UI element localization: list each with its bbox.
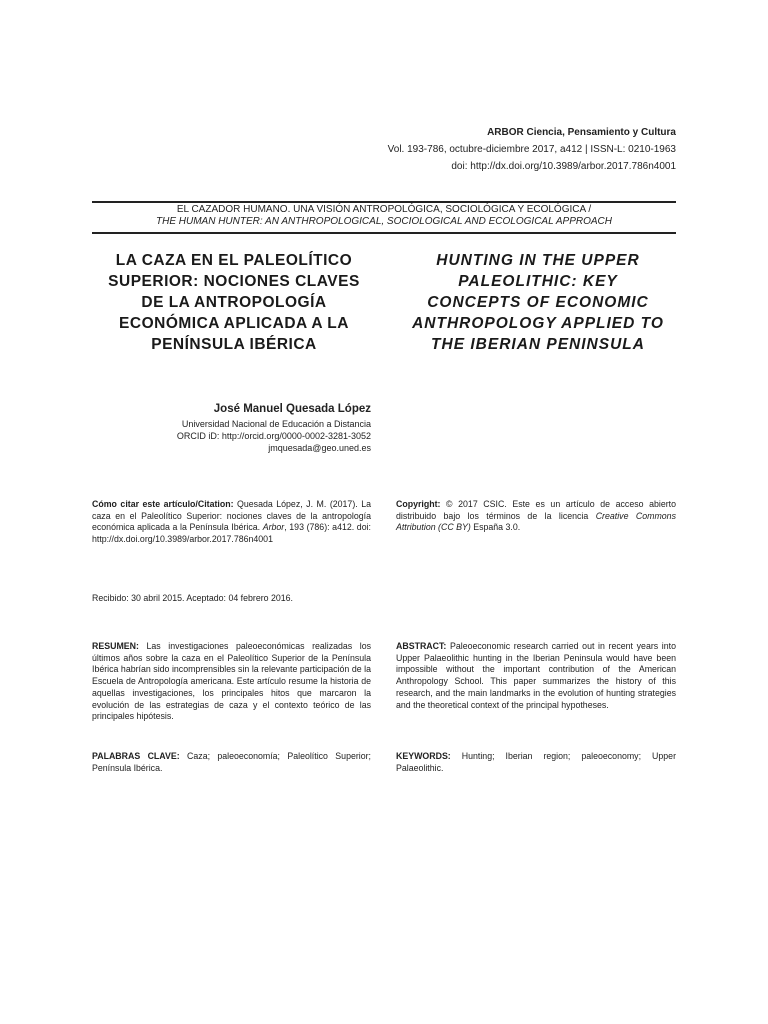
- abstract-label: ABSTRACT:: [396, 641, 447, 651]
- title-es-line: DE LA ANTROPOLOGÍA: [141, 294, 327, 311]
- author-name: José Manuel Quesada López: [213, 403, 371, 415]
- copyright-license: Creative Commons Attribution (CC BY): [396, 510, 676, 533]
- article-title-en: [396, 250, 680, 355]
- palabras-clave-block: [92, 751, 371, 774]
- section-rule-top: [92, 201, 676, 203]
- title-en-line: HUNTING IN THE UPPER: [436, 252, 640, 269]
- citation-journal: Arbor: [262, 522, 285, 533]
- author-email[interactable]: jmquesada@geo.uned.es: [268, 443, 371, 453]
- article-title-es: [92, 250, 376, 355]
- copyright-text-post: España 3.0.: [470, 522, 521, 533]
- palabras-clave-text: Caza; paleoeconomía; Paleolítico Superior; Península Ibérica.: [92, 751, 372, 773]
- title-en-line: PALEOLITHIC: KEY: [458, 273, 618, 290]
- resumen-label: RESUMEN:: [92, 641, 139, 651]
- resumen-block: [92, 641, 371, 723]
- section-rule-bottom: [92, 232, 676, 234]
- keywords-block: [396, 751, 676, 774]
- author-affiliation: Universidad Nacional de Educación a Distancia: [181, 419, 371, 429]
- section-heading-es: EL CAZADOR HUMANO. UNA VISIÓN ANTROPOLÓGICA, SOCIOLÓGICA Y ECOLÓGICA /: [176, 204, 592, 215]
- section-heading: [92, 204, 676, 228]
- title-es-line: LA CAZA EN EL PALEOLÍTICO: [115, 252, 353, 269]
- citation-label: Cómo citar este artículo/Citation:: [92, 499, 234, 509]
- section-heading-en: THE HUMAN HUNTER: AN ANTHROPOLOGICAL, SOCIOLOGICAL AND ECOLOGICAL APPROACH: [155, 216, 612, 227]
- author-orcid[interactable]: ORCID iD: http://orcid.org/0000-0002-3281-3052: [176, 431, 371, 441]
- journal-name: ARBOR Ciencia, Pensamiento y Cultura: [487, 127, 676, 138]
- title-es-line: SUPERIOR: NOCIONES CLAVES: [108, 273, 360, 290]
- title-es-line: ECONÓMICA APLICADA A LA: [119, 315, 349, 332]
- title-en-line: ANTHROPOLOGY APPLIED TO: [412, 315, 664, 332]
- palabras-clave-label: PALABRAS CLAVE:: [92, 751, 180, 761]
- title-en-line: THE IBERIAN PENINSULA: [431, 336, 645, 353]
- citation-block: [92, 499, 371, 546]
- author-block: [92, 401, 371, 454]
- title-es-line: PENÍNSULA IBÉRICA: [151, 336, 317, 353]
- copyright-text-pre: © 2017 CSIC. Este es un artículo de acceso abierto distribuido bajo los términos de la licencia: [396, 499, 676, 521]
- copyright-label: Copyright:: [396, 499, 441, 509]
- abstract-block: [396, 641, 676, 711]
- citation-text-post: , 193 (786): a412. doi: http://dx.doi.org/10.3989/arbor.2017.786n4001: [92, 522, 371, 545]
- keywords-label: KEYWORDS:: [396, 751, 451, 761]
- journal-doi-line: doi: http://dx.doi.org/10.3989/arbor.2017.786n4001: [451, 161, 676, 172]
- journal-volume-line: Vol. 193-786, octubre-diciembre 2017, a412 | ISSN-L: 0210-1963: [387, 144, 676, 155]
- abstract-text: Paleoeconomic research carried out in recent years into Upper Palaeolithic hunting in the Iberian Peninsula would have been impossible without the important contribution of the American Anthropology School. This paper summarizes the history of this research, and the main landmarks in the evolution of hunting strategies and the theoretical context of the principal hypotheses.: [396, 641, 676, 710]
- title-en-line: CONCEPTS OF ECONOMIC: [427, 294, 649, 311]
- keywords-text: Hunting; Iberian region; paleoeconomy; Upper Palaeolithic.: [396, 751, 676, 773]
- received-dates: Recibido: 30 abril 2015. Aceptado: 04 febrero 2016.: [92, 593, 294, 603]
- copyright-block: [396, 499, 676, 534]
- resumen-text: Las investigaciones paleoeconómicas realizadas los últimos años sobre la caza en el Paleolítico Superior de la Península Ibérica habrían sido incomprensibles sin la relevante participación de la Escuela de Antropología americana. Este artículo resume la historia de aquellas investigaciones, los principales hitos que marcaron la evolución de las estrategias de caza y el contexto teórico de las principales hipótesis.: [92, 641, 371, 722]
- citation-text-pre: Quesada López, J. M. (2017). La caza en el Paleolítico Superior: nociones claves de la antropología económica aplicada a la Península Ibérica.: [92, 499, 371, 533]
- journal-header: [256, 124, 676, 175]
